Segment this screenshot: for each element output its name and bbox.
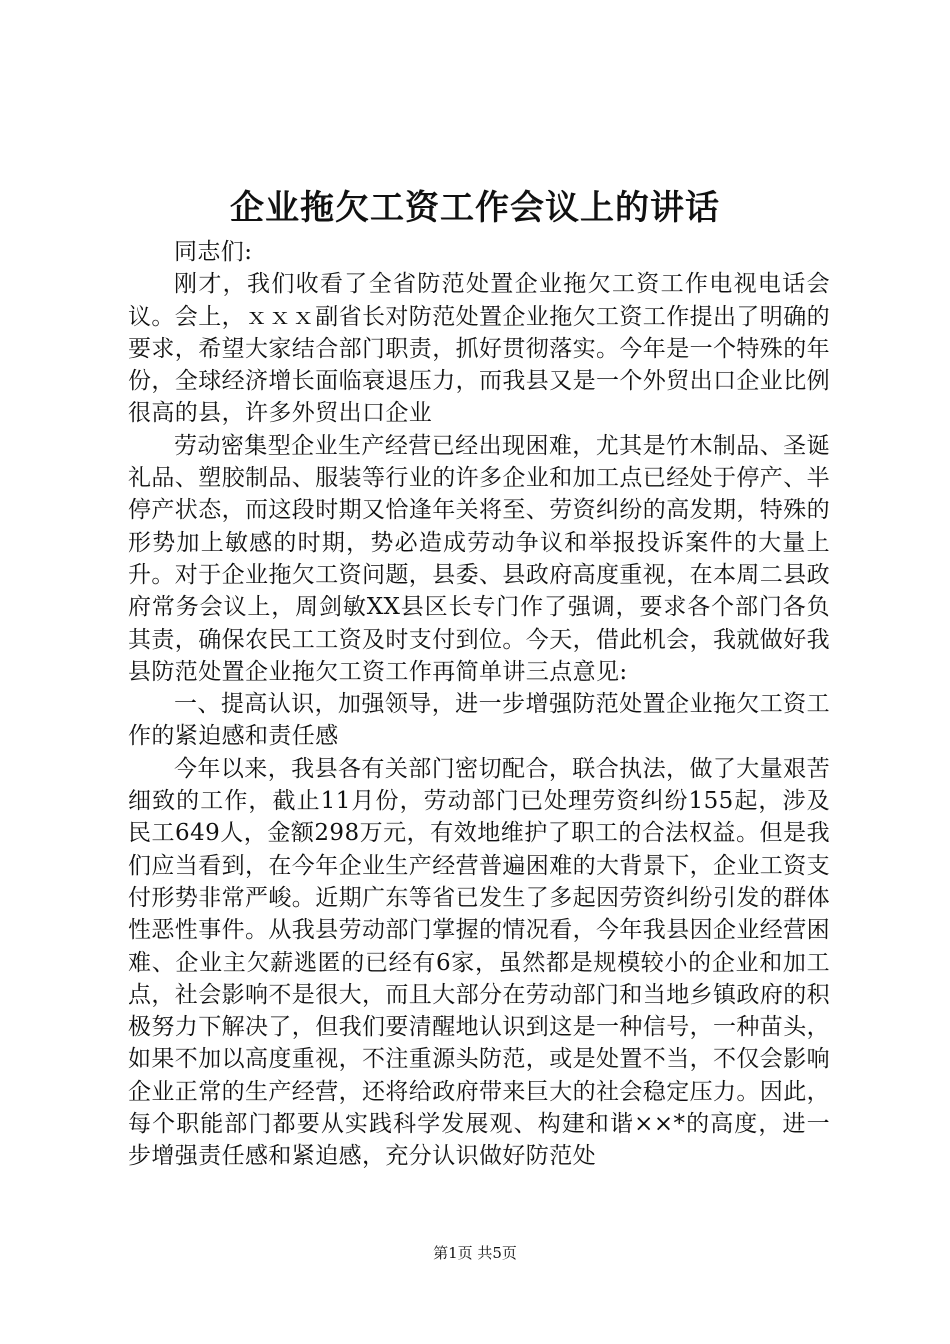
section-heading: 一、提高认识，加强领导，进一步增强防范处置企业拖欠工资工作的紧迫感和责任感 [128, 691, 830, 750]
salutation: 同志们: [174, 239, 253, 265]
document-body [128, 236, 830, 1173]
body-paragraph: 劳动密集型企业生产经营已经出现困难，尤其是竹木制品、圣诞礼品、塑胶制品、服装等行业的许多企业和加工点已经处于停产、半停产状态，而这段时期又恰逢年关将至、劳资纠纷的高发期，特殊的形势加上敏感的时期，势必造成劳动争议和举报投诉案件的大量上升。对于企业拖欠工资问题，县委、县政府高度重视，在本周二县政府常务会议上，周剑敏XX县区长专门作了强调，要求各个部门各负其责，确保农民工工资及时支付到位。今天，借此机会，我就做好我县防范处置企业拖欠工资工作再简单讲三点意见: [128, 432, 830, 685]
body-paragraph: 刚才，我们收看了全省防范处置企业拖欠工资工作电视电话会议。会上，ｘｘｘ副省长对防范处置企业拖欠工资工作提出了明确的要求，希望大家结合部门职责，抓好贯彻落实。今年是一个特殊的年份，全球经济增长面临衰退压力，而我县又是一个外贸出口企业比例很高的县，许多外贸出口企业 [128, 271, 830, 427]
page-footer: 第1页 共5页 [433, 1244, 517, 1262]
document-title: 企业拖欠工资工作会议上的讲话 [230, 188, 720, 228]
body-paragraph: 今年以来，我县各有关部门密切配合，联合执法，做了大量艰苦细致的工作，截止11月份，劳动部门已处理劳资纠纷155起，涉及民工649人，金额298万元，有效地维护了职工的合法权益。但是我们应当看到，在今年企业生产经营普遍困难的大背景下，企业工资支付形势非常严峻。近期广东等省已发生了多起因劳资纠纷引发的群体性恶性事件。从我县劳动部门掌握的情况看，今年我县因企业经营困难、企业主欠薪逃匿的已经有6家，虽然都是规模较小的企业和加工点，社会影响不是很大，而且大部分在劳动部门和当地乡镇政府的积极努力下解决了，但我们要清醒地认识到这是一种信号，一种苗头，如果不加以高度重视，不注重源头防范，或是处置不当，不仅会影响企业正常的生产经营，还将给政府带来巨大的社会稳定压力。因此，每个职能部门都要从实践科学发展观、构建和谐××*的高度，进一步增强责任感和紧迫感，充分认识做好防范处 [128, 755, 830, 1170]
